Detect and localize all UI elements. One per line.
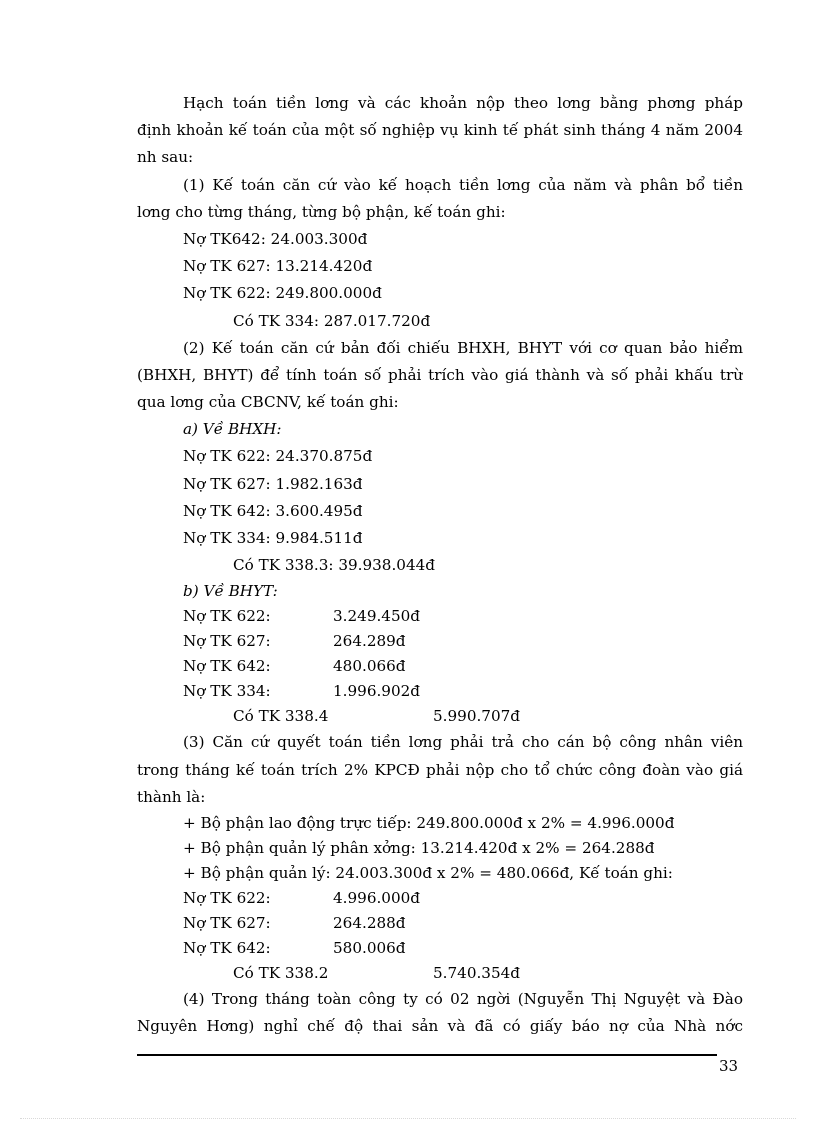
paragraph-line: qua lơng của CBCNV, kế toán ghi: bbox=[137, 393, 399, 412]
entry-amount: 480.066đ bbox=[333, 657, 406, 676]
page-number: 33 bbox=[719, 1057, 739, 1075]
credit-line: Có TK 338.3: 39.938.044đ bbox=[233, 556, 435, 575]
credit-row bbox=[137, 961, 743, 986]
section-heading: a) Về BHXH: bbox=[183, 420, 282, 439]
paragraph-line: (1) Kế toán căn cứ vào kế hoạch tiền lơng của năm và phân bổ tiền bbox=[183, 175, 743, 194]
entry-amount: 264.289đ bbox=[333, 632, 406, 651]
entry-line: Nợ TK 622: 24.370.875đ bbox=[183, 447, 373, 466]
entry-label: Nợ TK 622: bbox=[183, 607, 271, 626]
credit-label: Có TK 338.4 bbox=[233, 707, 329, 726]
entry-line: Nợ TK 642: 3.600.495đ bbox=[183, 501, 363, 520]
page-bottom-border bbox=[20, 1118, 796, 1119]
paragraph-line: định khoản kế toán của một số nghiệp vụ kinh tế phát sinh tháng 4 năm 2004 bbox=[137, 121, 743, 140]
entry-row bbox=[137, 679, 743, 704]
entry-label: Nợ TK 642: bbox=[183, 657, 271, 676]
paragraph-line: (2) Kế toán căn cứ bản đối chiếu BHXH, BHYT với cơ quan bảo hiểm bbox=[183, 338, 743, 357]
entry-line: Nợ TK 622: 249.800.000đ bbox=[183, 284, 382, 303]
paragraph-line: lơng cho từng tháng, từng bộ phận, kế toán ghi: bbox=[137, 202, 506, 221]
entry-amount: 580.006đ bbox=[333, 938, 406, 957]
entry-label: Nợ TK 622: bbox=[183, 888, 271, 907]
document-body bbox=[137, 90, 743, 1040]
section-heading: b) Về BHYT: bbox=[183, 582, 278, 601]
entry-line: Nợ TK 627: 13.214.420đ bbox=[183, 257, 373, 276]
entry-row bbox=[137, 654, 743, 679]
entry-amount: 1.996.902đ bbox=[333, 682, 421, 701]
credit-amount: 5.990.707đ bbox=[433, 707, 521, 726]
entry-line: Nợ TK642: 24.003.300đ bbox=[183, 229, 368, 248]
credit-label: Có TK 338.2 bbox=[233, 963, 329, 982]
paragraph-line: Nguyên Hơng) nghỉ chế độ thai sản và đã có giấy báo nợ của Nhà nớc bbox=[137, 1017, 743, 1036]
entry-row bbox=[137, 629, 743, 654]
entry-row bbox=[137, 911, 743, 936]
credit-row bbox=[137, 704, 743, 729]
entry-row bbox=[137, 936, 743, 961]
paragraph-line: (4) Trong tháng toàn công ty có 02 ngời (Nguyễn Thị Nguyệt và Đào bbox=[183, 989, 743, 1008]
calc-line: + Bộ phận lao động trực tiếp: 249.800.000đ x 2% = 4.996.000đ bbox=[183, 813, 675, 832]
entry-label: Nợ TK 627: bbox=[183, 632, 271, 651]
calc-line: + Bộ phận quản lý phân xởng: 13.214.420đ x 2% = 264.288đ bbox=[183, 838, 655, 857]
entry-line: Nợ TK 627: 1.982.163đ bbox=[183, 474, 363, 493]
paragraph-line: (3) Căn cứ quyết toán tiền lơng phải trả cho cán bộ công nhân viên bbox=[183, 733, 743, 752]
paragraph-line: nh sau: bbox=[137, 148, 194, 167]
footer-rule bbox=[137, 1054, 717, 1056]
paragraph-line: trong tháng kế toán trích 2% KPCĐ phải nộp cho tổ chức công đoàn vào giá bbox=[137, 760, 743, 779]
calc-line: + Bộ phận quản lý: 24.003.300đ x 2% = 480.066đ, Kế toán ghi: bbox=[183, 863, 673, 882]
paragraph-line: (BHXH, BHYT) để tính toán số phải trích vào giá thành và số phải khấu trừ bbox=[137, 365, 743, 384]
paragraph-line: thành là: bbox=[137, 787, 206, 806]
entry-row bbox=[137, 604, 743, 629]
credit-amount: 5.740.354đ bbox=[433, 963, 521, 982]
entry-amount: 264.288đ bbox=[333, 913, 406, 932]
entry-label: Nợ TK 642: bbox=[183, 938, 271, 957]
credit-line: Có TK 334: 287.017.720đ bbox=[233, 311, 431, 330]
entry-row bbox=[137, 886, 743, 911]
entry-amount: 4.996.000đ bbox=[333, 888, 421, 907]
paragraph-line: Hạch toán tiền lơng và các khoản nộp theo lơng bằng phơng pháp bbox=[183, 94, 743, 112]
entry-label: Nợ TK 627: bbox=[183, 913, 271, 932]
entry-line: Nợ TK 334: 9.984.511đ bbox=[183, 529, 363, 547]
entry-amount: 3.249.450đ bbox=[333, 607, 421, 626]
entry-label: Nợ TK 334: bbox=[183, 682, 271, 701]
